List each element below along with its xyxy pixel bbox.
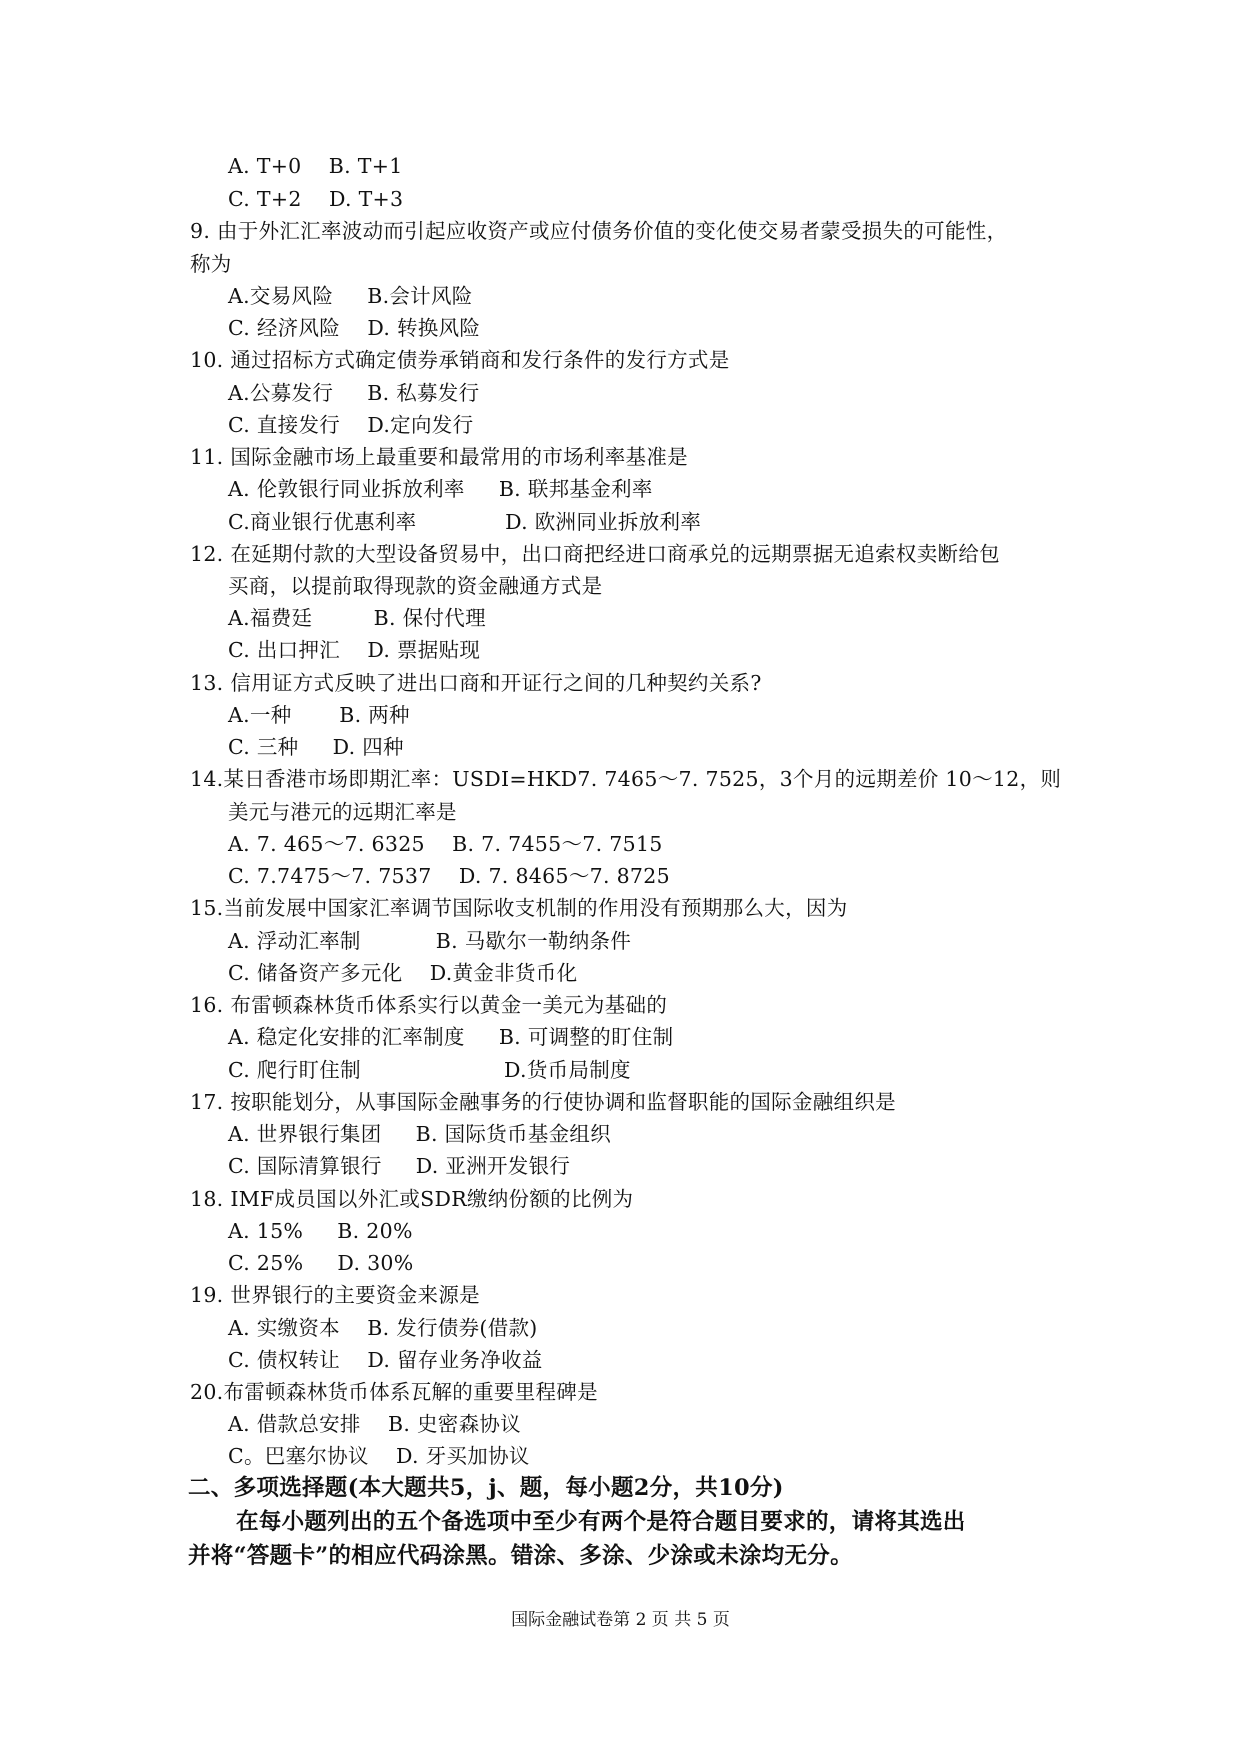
section-instruction-line-1: 在每小题列出的五个备选项中至少有两个是符合题目要求的，请将其选出 (236, 1509, 966, 1535)
section-heading: 二、多项选择题(本大题共5，j、题，每小题2分，共10分) (188, 1475, 784, 1501)
q15-options-row-2: C. 储备资产多元化 D.黄金非货币化 (228, 961, 578, 985)
q8-options-row-2: C. T+2 D. T+3 (228, 187, 404, 211)
q14-options-row-2: C. 7.7475～7. 7537 D. 7. 8465～7. 8725 (228, 864, 670, 888)
q16-options-row-2: C. 爬行盯住制 D.货币局制度 (228, 1058, 631, 1082)
question-14-text-cont: 美元与港元的远期汇率是 (228, 800, 457, 824)
question-16-text: 16. 布雷顿森林货币体系实行以黄金一美元为基础的 (190, 993, 668, 1017)
question-15-text: 15.当前发展中国家汇率调节国际收支机制的作用没有预期那么大，因为 (190, 896, 848, 920)
q12-options-row-1: A.福费廷 B. 保付代理 (228, 606, 486, 630)
q18-options-row-2: C. 25% D. 30% (228, 1251, 414, 1275)
q8-options-row-1: A. T+0 B. T+1 (228, 154, 403, 178)
question-17-text: 17. 按职能划分，从事国际金融事务的行使协调和监督职能的国际金融组织是 (190, 1090, 896, 1114)
q19-options-row-2: C. 债权转让 D. 留存业务净收益 (228, 1348, 543, 1372)
page-footer: 国际金融试卷第 2 页 共 5 页 (511, 1610, 730, 1630)
q9-options-row-2: C. 经济风险 D. 转换风险 (228, 316, 481, 340)
question-18-text: 18. IMF成员国以外汇或SDR缴纳份额的比例为 (190, 1187, 634, 1211)
q16-options-row-1: A. 稳定化安排的汇率制度 B. 可调整的盯住制 (228, 1025, 674, 1049)
q14-options-row-1: A. 7. 465～7. 6325 B. 7. 7455～7. 7515 (228, 832, 663, 856)
q20-options-row-1: A. 借款总安排 B. 史密森协议 (228, 1412, 521, 1436)
q17-options-row-2: C. 国际清算银行 D. 亚洲开发银行 (228, 1154, 571, 1178)
question-12-text: 12. 在延期付款的大型设备贸易中，出口商把经进口商承兑的远期票据无追索权卖断给包 (190, 542, 1000, 566)
q9-options-row-1: A.交易风险 B.会计风险 (228, 284, 473, 308)
section-instruction-line-2: 并将“答题卡”的相应代码涂黑。错涂、多涂、少涂或未涂均无分。 (188, 1543, 853, 1569)
question-12-text-cont: 买商，以提前取得现款的资金融通方式是 (228, 574, 603, 598)
q17-options-row-1: A. 世界银行集团 B. 国际货币基金组织 (228, 1122, 612, 1146)
q20-options-row-2: C。巴塞尔协议 D. 牙买加协议 (228, 1444, 530, 1468)
q10-options-row-2: C. 直接发行 D.定向发行 (228, 413, 474, 437)
question-20-text: 20.布雷顿森林货币体系瓦解的重要里程碑是 (190, 1380, 598, 1404)
q10-options-row-1: A.公募发行 B. 私募发行 (228, 381, 480, 405)
q15-options-row-1: A. 浮动汇率制 B. 马歇尔一勒纳条件 (228, 929, 632, 953)
q13-options-row-2: C. 三种 D. 四种 (228, 735, 404, 759)
q11-options-row-1: A. 伦敦银行同业拆放利率 B. 联邦基金利率 (228, 477, 653, 501)
q19-options-row-1: A. 实缴资本 B. 发行债券(借款) (228, 1316, 538, 1340)
question-13-text: 13. 信用证方式反映了进出口商和开证行之间的几种契约关系? (190, 671, 762, 695)
q18-options-row-1: A. 15% B. 20% (228, 1219, 413, 1243)
question-9-text: 9. 由于外汇汇率波动而引起应收资产或应付债务价值的变化使交易者蒙受损失的可能性， (190, 219, 1008, 243)
question-9-text-cont: 称为 (190, 252, 232, 276)
q12-options-row-2: C. 出口押汇 D. 票据贴现 (228, 638, 481, 662)
question-14-text: 14.某日香港市场即期汇率：USDI=HKD7. 7465～7. 7525，3个月的远期差价 10～12，则 (190, 767, 1062, 791)
question-10-text: 10. 通过招标方式确定债券承销商和发行条件的发行方式是 (190, 348, 730, 372)
q13-options-row-1: A.一种 B. 两种 (228, 703, 410, 727)
q11-options-row-2: C.商业银行优惠利率 D. 欧洲同业拆放利率 (228, 510, 702, 534)
question-11-text: 11. 国际金融市场上最重要和最常用的市场利率基准是 (190, 445, 688, 469)
question-19-text: 19. 世界银行的主要资金来源是 (190, 1283, 480, 1307)
